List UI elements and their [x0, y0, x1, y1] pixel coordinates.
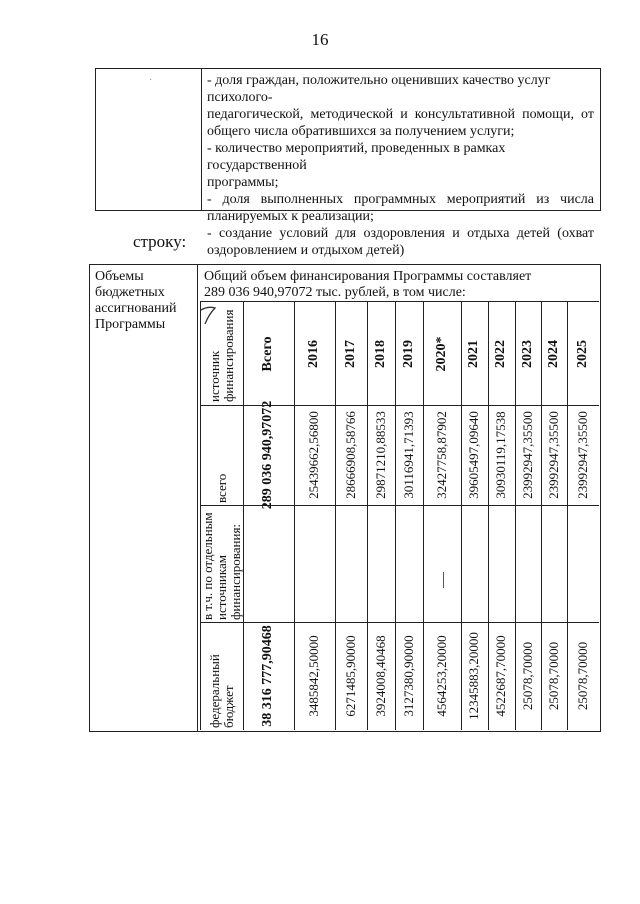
- budget-label-cell: [95, 269, 193, 333]
- row-label-source: источник финансирования: [207, 309, 236, 402]
- grid-col-line: [541, 302, 542, 730]
- col-total-value: 28666908,58766: [343, 411, 358, 499]
- indicator-line-1: - доля граждан, положительно оценивших качество услуг психолого-: [207, 73, 551, 105]
- grid-col-line: [294, 302, 295, 730]
- col-total-value: 29871210,88533: [373, 411, 388, 499]
- faint-mark: ·: [149, 75, 153, 86]
- col-year: 2018: [373, 340, 388, 368]
- table-column-divider: [201, 69, 202, 210]
- col-total-value: 25439662,56800: [306, 411, 321, 499]
- page-number: 16: [311, 30, 329, 49]
- col-total-value: 23992947,35500: [520, 411, 535, 499]
- col-federal-value: 4522687,70000: [493, 635, 508, 717]
- grid-col-line: [367, 302, 368, 730]
- indicator-line-3: общего числа обратившихся за получением услуги;: [207, 124, 515, 139]
- indicator-line-6: - доля выполненных программных мероприятий из числа: [207, 192, 594, 207]
- col-total-value: 289 036 940,97072: [260, 400, 275, 510]
- grid-col-line: [515, 302, 516, 730]
- financing-header: [204, 269, 531, 301]
- grid-row-line: [201, 622, 599, 623]
- col-total-value: 39605497,09640: [466, 411, 481, 499]
- col-year: 2022: [493, 340, 508, 368]
- grid-col-line: [461, 302, 462, 730]
- col-year: Всего: [260, 336, 275, 372]
- budget-label-line-2: бюджетных: [95, 285, 165, 300]
- col-federal-value: 6271485,90000: [343, 635, 358, 717]
- col-federal-value: 25078,70000: [520, 641, 535, 711]
- grid-col-line: [335, 302, 336, 730]
- col-total-value: 23992947,35500: [575, 411, 590, 499]
- financing-header-line-2: 289 036 940,97072 тыс. рублей, в том числе:: [204, 285, 466, 300]
- budget-table: [89, 264, 601, 732]
- col-federal-value: 4564253,20000: [434, 635, 449, 717]
- indicator-line-7: планируемых к реализации;: [207, 209, 374, 224]
- col-federal-value: 38 316 777,90468: [260, 625, 275, 727]
- handwritten-mark: [198, 304, 220, 330]
- col-year: 2016: [306, 340, 321, 368]
- grid-col-line: [243, 302, 244, 730]
- financing-grid: [200, 301, 599, 730]
- col-federal-value: 3924008,40468: [373, 635, 388, 717]
- indicator-line-9: оздоровлением и отдыхом детей): [207, 243, 405, 258]
- indicator-line-8: - создание условий для оздоровления и отдыха детей (охват: [207, 226, 594, 241]
- budget-label-line-1: Объемы: [95, 269, 144, 284]
- col-total-value: 32427758,87902: [434, 411, 449, 499]
- col-federal-value: 25078,70000: [546, 641, 561, 711]
- col-year: 2024: [546, 340, 561, 368]
- col-total-value: 30116941,71393: [401, 411, 416, 499]
- indicator-line-5: программы;: [207, 175, 279, 190]
- grid-col-line: [395, 302, 396, 730]
- budget-label-line-3: ассигнований: [95, 301, 177, 316]
- col-year: 2023: [520, 340, 535, 368]
- grid-col-line: [567, 302, 568, 730]
- col-total-value: 30930119,17538: [493, 411, 508, 499]
- financing-header-line-1: Общий объем финансирования Программы составляет: [204, 269, 532, 284]
- col-federal-value: 25078,70000: [575, 641, 590, 711]
- row-label-total: всего: [214, 473, 229, 503]
- indicators-cell: [207, 72, 594, 259]
- col-federal-value: 3485842,50000: [306, 635, 321, 717]
- col-federal-value: 12345883,20000: [466, 632, 481, 720]
- budget-label-line-4: Программы: [95, 317, 166, 332]
- col-year: 2020*: [434, 336, 449, 372]
- grid-col-line: [423, 302, 424, 730]
- stroku-label: строку:: [133, 232, 187, 251]
- table-column-divider: [197, 265, 198, 731]
- col-year: 2025: [575, 340, 590, 368]
- col-year: 2019: [401, 340, 416, 368]
- col-year: 2021: [466, 340, 481, 368]
- pen-tick-mark: [443, 572, 444, 588]
- row-label-by-source: в т.ч. по отдельным источникам финансирования:: [200, 512, 243, 620]
- indicator-line-2: педагогической, методической и консультативной помощи, от: [207, 107, 594, 122]
- row-label-federal: федеральный бюджет: [207, 654, 236, 728]
- grid-col-line: [488, 302, 489, 730]
- col-federal-value: 3127380,90000: [401, 635, 416, 717]
- indicator-line-4: - количество мероприятий, проведенных в рамках государственной: [207, 141, 506, 173]
- col-year: 2017: [343, 340, 358, 368]
- col-total-value: 23992947,35500: [546, 411, 561, 499]
